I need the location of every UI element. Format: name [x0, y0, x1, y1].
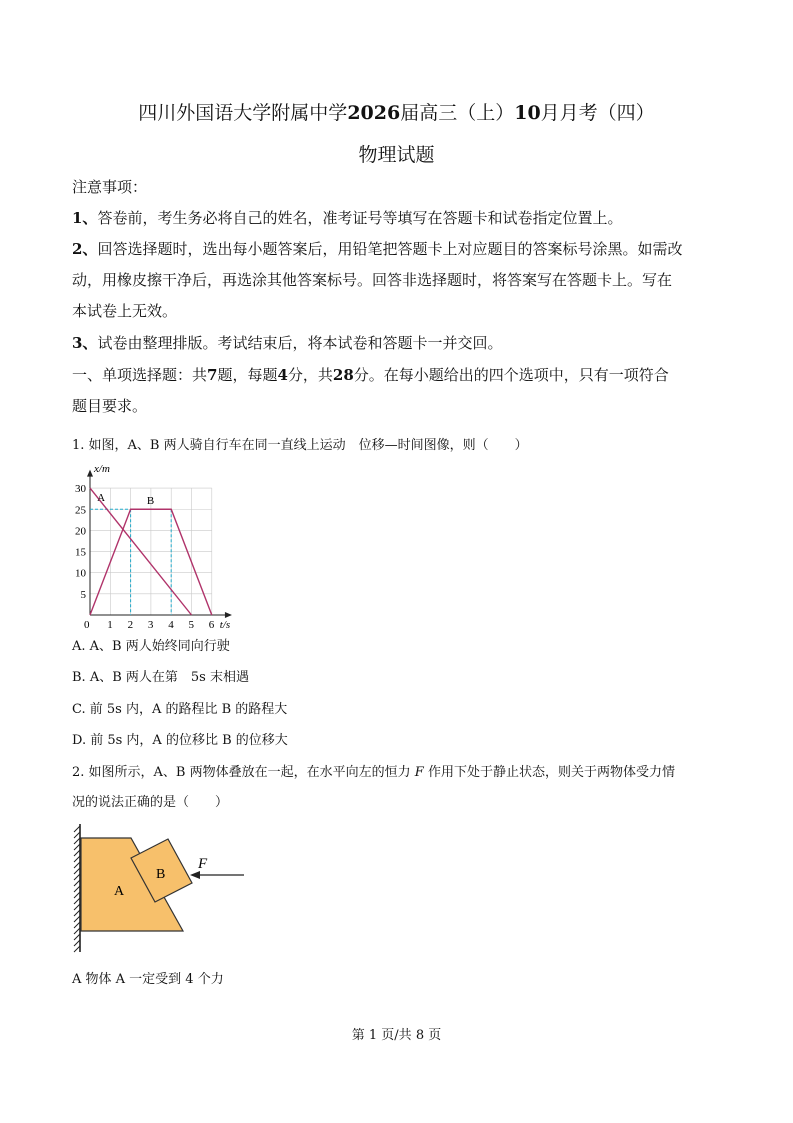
y-tick-label: 20: [75, 525, 86, 538]
x-axis-arrow: [225, 612, 232, 618]
x-axis-label: t/s: [219, 619, 231, 631]
series-label-a: A: [97, 491, 106, 504]
q2-figure: [66, 820, 251, 960]
q1-chart: [68, 460, 258, 639]
wall-hatch: [74, 904, 80, 910]
wall-hatch: [74, 910, 80, 916]
q1-option-a: A. A、B 两人始终同向行驶: [72, 639, 230, 654]
x-tick-label: 1: [107, 619, 113, 631]
wall-hatch: [74, 922, 80, 928]
notice-item-2: 2、回答选择题时，选出每小题答案后，用铅笔把答题卡上对应题目的答案标号涂黑。如需改: [72, 240, 683, 258]
section-heading-cont: 题目要求。: [72, 397, 148, 415]
wall-hatch: [74, 928, 80, 934]
wall: [74, 824, 80, 952]
wall-hatch: [74, 832, 80, 838]
x-tick-label: 2: [127, 619, 134, 631]
x-tick-label: 5: [188, 619, 194, 631]
force-arrow: [190, 871, 244, 879]
wall-hatch: [74, 880, 80, 886]
notice-heading: 注意事项：: [72, 178, 148, 196]
label-a: A: [114, 884, 125, 899]
wall-hatch: [74, 946, 80, 952]
notice-item-1: 1、答卷前，考生务必将自己的姓名，准考证号等填写在答题卡和试卷指定位置上。: [72, 209, 623, 227]
wall-hatch: [74, 934, 80, 940]
notice-item-2-end: 本试卷上无效。: [72, 302, 178, 320]
x-tick-label: 3: [147, 619, 154, 631]
y-tick-label: 25: [75, 504, 86, 517]
y-tick-label: 10: [75, 567, 86, 580]
q2-stem: 2. 如图所示，A、B 两物体叠放在一起，在水平向左的恒力 F 作用下处于静止状态，则关于两物体受力情: [72, 765, 675, 780]
wall-hatch: [74, 898, 80, 904]
label-f: F: [198, 856, 208, 872]
wall-hatch: [74, 868, 80, 874]
wall-hatch: [74, 940, 80, 946]
y-axis-label: x/m: [94, 463, 110, 475]
exam-subtitle: 物理试题: [358, 144, 435, 166]
x-tick-label: 4: [168, 619, 174, 631]
blocks-diagram: [66, 820, 251, 956]
q1-option-c: C. 前 5s 内，A 的路程比 B 的路程大: [72, 702, 288, 717]
series-label-b: B: [146, 495, 155, 508]
wall-hatch: [74, 916, 80, 922]
xt-graph: [68, 460, 258, 635]
y-tick-label: 5: [80, 588, 86, 601]
label-b: B: [156, 867, 166, 882]
y-axis-arrow: [87, 470, 93, 477]
q2-stem-cont: 况的说法正确的是（ ）: [72, 795, 229, 810]
y-tick-label: 30: [75, 483, 86, 496]
section-heading: 一、单项选择题：共7题，每题4分，共28分。在每小题给出的四个选项中，只有一项符合: [72, 366, 669, 384]
wall-hatch: [74, 844, 80, 850]
y-tick-label: 15: [75, 546, 86, 559]
wall-hatch: [74, 862, 80, 868]
x-tick-label: 0: [84, 619, 90, 631]
wall-hatch: [74, 886, 80, 892]
q1-option-b: B. A、B 两人在第 5s 末相遇: [72, 670, 249, 685]
x-tick-label: 6: [208, 619, 215, 631]
wall-hatch: [74, 838, 80, 844]
wall-hatch: [74, 856, 80, 862]
page-footer: 第 1 页/共 8 页: [351, 1028, 442, 1043]
exam-title: 四川外国语大学附属中学2026届高三（上）10月月考（四）: [138, 102, 655, 124]
notice-item-2-cont: 动，用橡皮擦干净后，再选涂其他答案标号。回答非选择题时，将答案写在答题卡上。写在: [72, 271, 673, 289]
wall-hatch: [74, 850, 80, 856]
q1-stem: 1. 如图，A、B 两人骑自行车在同一直线上运动 位移—时间图像，则（ ）: [72, 438, 528, 453]
wall-hatch: [74, 826, 80, 832]
q1-option-d: D. 前 5s 内，A 的位移比 B 的位移大: [72, 733, 288, 748]
notice-item-3: 3、试卷由整理排版。考试结束后，将本试卷和答题卡一并交回。: [72, 334, 503, 352]
q2-option-a: A 物体 A 一定受到 4 个力: [72, 972, 224, 987]
wall-hatch: [74, 892, 80, 898]
wall-hatch: [74, 874, 80, 880]
